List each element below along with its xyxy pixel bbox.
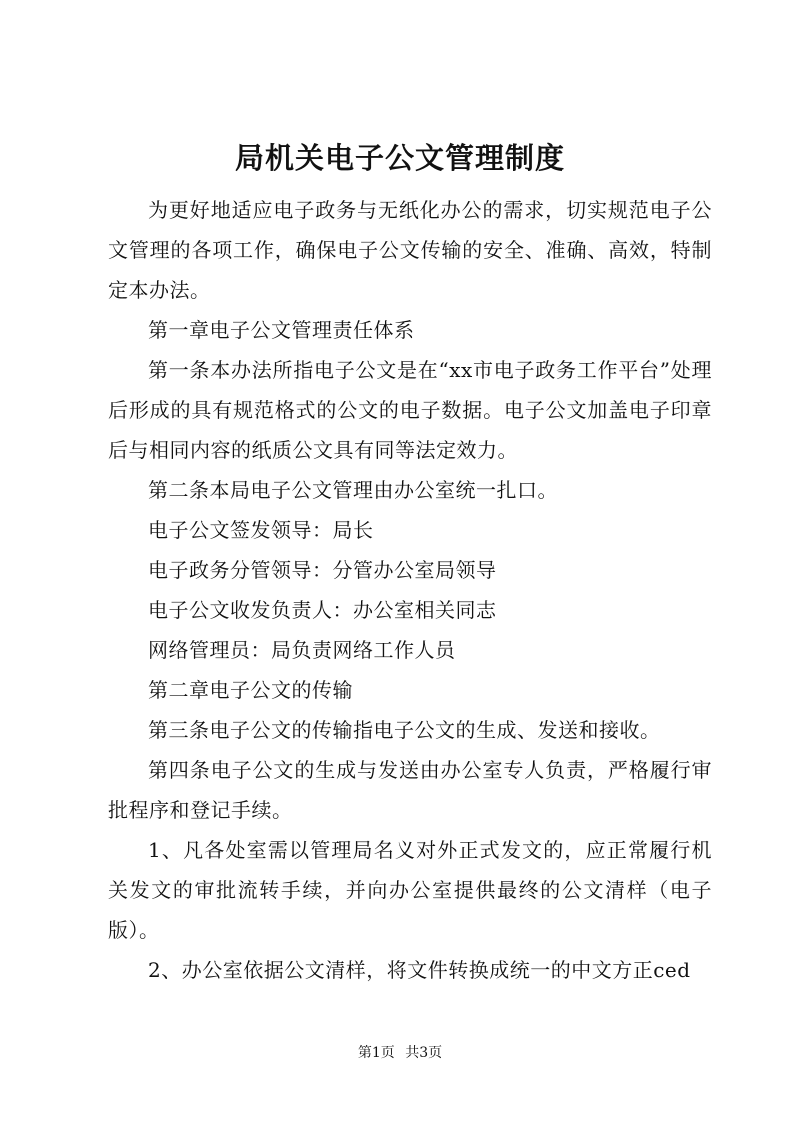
paragraph-intro: 为更好地适应电子政务与无纸化办公的需求，切实规范电子公文管理的各项工作，确保电子公文传输的安全、准确、高效，特制定本办法。 (108, 198, 712, 302)
role-dispatch-officer: 电子公文收发负责人：办公室相关同志 (148, 598, 497, 622)
article-2: 第二条本局电子公文管理由办公室统一扎口。 (148, 478, 558, 502)
article-4: 第四条电子公文的生成与发送由办公室专人负责，严格履行审批程序和登记手续。 (108, 758, 712, 822)
role-signing-leader: 电子公文签发领导：局长 (148, 518, 374, 542)
page-number: 第1页 (357, 1045, 395, 1061)
article-3: 第三条电子公文的传输指电子公文的生成、发送和接收。 (148, 718, 661, 742)
chapter-1-heading: 第一章电子公文管理责任体系 (148, 318, 415, 342)
page-total: 共3页 (405, 1045, 443, 1061)
clause-1: 1、凡各处室需以管理局名义对外正式发文的，应正常履行机关发文的审批流转手续，并向办公室提供最终的公文清样（电子版）。 (108, 838, 712, 942)
document-body (108, 190, 712, 990)
page-footer (0, 1043, 800, 1063)
article-1: 第一条本办法所指电子公文是在“xx市电子政务工作平台”处理后形成的具有规范格式的公文的电子数据。电子公文加盖电子印章后与相同内容的纸质公文具有同等法定效力。 (108, 358, 712, 462)
clause-2: 2、办公室依据公文清样，将文件转换成统一的中文方正ced (148, 958, 691, 982)
chapter-2-heading: 第二章电子公文的传输 (148, 678, 353, 702)
role-egov-leader: 电子政务分管领导：分管办公室局领导 (148, 558, 497, 582)
document-title: 局机关电子公文管理制度 (234, 141, 565, 175)
role-network-admin: 网络管理员：局负责网络工作人员 (148, 638, 456, 662)
